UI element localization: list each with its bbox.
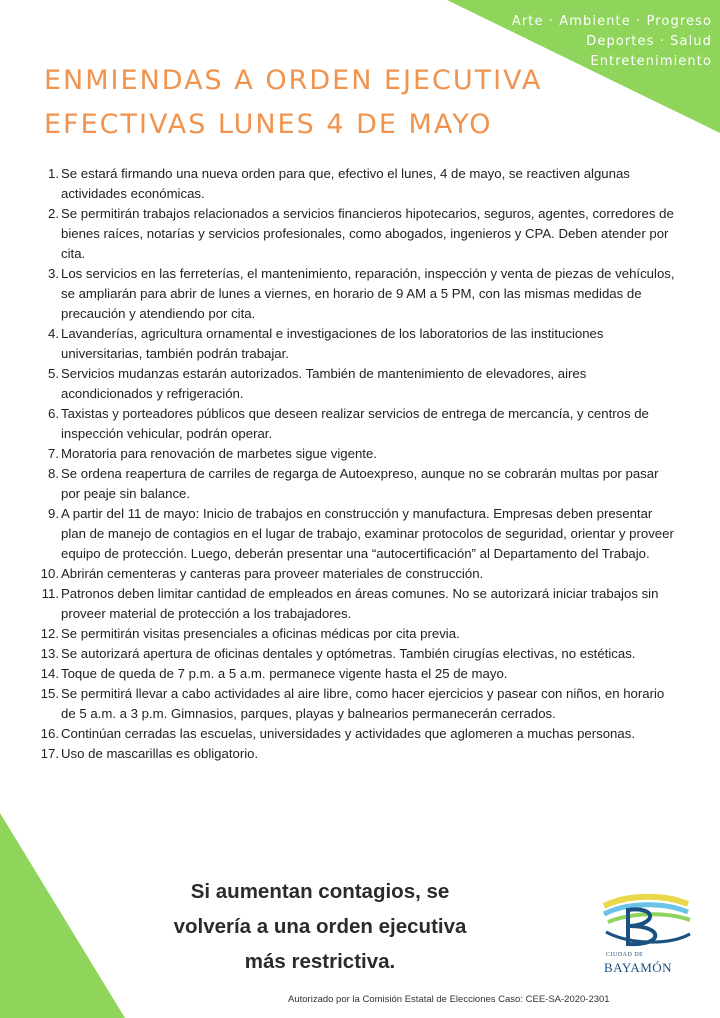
list-item-text: Se permitirán visitas presenciales a oficinas médicas por cita previa.	[61, 626, 460, 641]
list-item	[40, 324, 680, 364]
list-item-number: 4.	[48, 326, 59, 341]
closing-line-1: Si aumentan contagios, se	[190, 880, 450, 903]
list-item-number: 12.	[40, 626, 59, 641]
list-item-text: Se permitirá llevar a cabo actividades al aire libre, como hacer ejercicios y pasear con niños, en horario de 5 a.m. a 3 p.m. Gimnasios, parques, playas y balnearios permanecerán cerrados.	[61, 686, 665, 721]
list-item	[40, 464, 680, 504]
list-item	[40, 664, 680, 684]
title-line-2: EFECTIVAS LUNES 4 DE MAYO	[44, 109, 493, 140]
list-item	[40, 444, 680, 464]
bayamon-b-logo-icon	[598, 888, 694, 952]
amendments-list	[40, 164, 680, 764]
list-item	[40, 724, 680, 744]
list-item-number: 1.	[48, 166, 59, 181]
list-item	[40, 164, 680, 204]
list-item	[40, 364, 680, 404]
list-item	[40, 264, 680, 324]
list-item	[40, 684, 680, 724]
list-item-number: 11.	[41, 586, 59, 601]
list-item-number: 15.	[40, 686, 59, 701]
list-item-number: 13.	[40, 646, 59, 661]
list-item-number: 6.	[48, 406, 59, 421]
list-item-number: 3.	[48, 266, 59, 281]
list-item	[40, 204, 680, 264]
list-item-text: Se estará firmando una nueva orden para que, efectivo el lunes, 4 de mayo, se reactiven algunas actividades económicas.	[61, 166, 630, 201]
list-item	[40, 744, 680, 764]
closing-line-3: más restrictiva.	[244, 950, 396, 973]
list-item	[40, 624, 680, 644]
list-item	[40, 564, 680, 584]
logo-small-text: CIUDAD DE	[606, 952, 644, 958]
closing-line-2: volvería a una orden ejecutiva	[173, 915, 467, 938]
bottom-left-green-corner	[0, 813, 125, 1018]
list-item-text: Se permitirán trabajos relacionados a servicios financieros hipotecarios, seguros, agentes, corredores de bienes raíces, notarías y servicios profesionales, como abogados, ingenieros y CPA. Deben atender por cita.	[61, 206, 674, 261]
list-item-text: Se autorizará apertura de oficinas dentales y optómetras. También cirugías electivas, no estéticas.	[61, 646, 636, 661]
list-item-text: Lavanderías, agricultura ornamental e investigaciones de los laboratorios de las instituciones universitarias, también podrán trabajar.	[61, 326, 604, 361]
closing-statement	[120, 874, 520, 979]
list-item-number: 9.	[48, 506, 59, 521]
list-item-text: Patronos deben limitar cantidad de empleados en áreas comunes. No se autorizará iniciar trabajos sin proveer material de protección a los trabajadores.	[61, 586, 659, 621]
list-item-text: Continúan cerradas las escuelas, universidades y actividades que aglomeren a muchas personas.	[61, 726, 635, 741]
tagline-line-2: Deportes · Salud	[586, 34, 712, 49]
list-item-text: Taxistas y porteadores públicos que deseen realizar servicios de entrega de mercancía, y centros de inspección vehicular, podrán operar.	[61, 406, 649, 441]
list-item-text: Moratoria para renovación de marbetes sigue vigente.	[61, 446, 377, 461]
tagline-line-1: Arte · Ambiente · Progreso	[511, 14, 712, 29]
list-item-text: Toque de queda de 7 p.m. a 5 a.m. permanece vigente hasta el 25 de mayo.	[61, 666, 508, 681]
list-item-text: Se ordena reapertura de carriles de regarga de Autoexpreso, aunque no se cobrarán multas por pasar por peaje sin balance.	[61, 466, 659, 501]
list-item-text: A partir del 11 de mayo: Inicio de trabajos en construcción y manufactura. Empresas deben presentar plan de manejo de contagios en el lugar de trabajo, examinar protocolos de seguridad, orientar y proveer equipo de protección. Luego, deberán presentar una “autocertificación” al Departamento del Trabajo.	[61, 506, 674, 561]
footer-authorization: Autorizado por la Comisión Estatal de Elecciones Caso: CEE-SA-2020-2301	[288, 994, 610, 1005]
tagline-line-3: Entretenimiento	[590, 54, 712, 69]
list-item-number: 7.	[48, 446, 59, 461]
list-item-text: Abrirán cementeras y canteras para proveer materiales de construcción.	[61, 566, 484, 581]
list-item-text: Servicios mudanzas estarán autorizados. También de mantenimiento de elevadores, aires acondicionados y refrigeración.	[61, 366, 587, 401]
list-item-number: 10.	[40, 566, 59, 581]
list-item-number: 8.	[48, 466, 59, 481]
page-title	[44, 59, 542, 147]
list-item-number: 17.	[40, 746, 59, 761]
title-line-1: ENMIENDAS A ORDEN EJECUTIVA	[44, 65, 543, 96]
logo-name: BAYAMÓN	[604, 960, 673, 975]
list-item	[40, 584, 680, 624]
list-item-text: Uso de mascarillas es obligatorio.	[61, 746, 259, 761]
list-item-text: Los servicios en las ferreterías, el mantenimiento, reparación, inspección y venta de piezas de vehículos, se ampliarán para abrir de lunes a viernes, en horario de 9 AM a 5 PM, con las mismas medidas de precaución y atendiendo por cita.	[61, 266, 675, 321]
list-item-number: 16.	[40, 726, 59, 741]
list-item	[40, 504, 680, 564]
list-item-number: 5.	[48, 366, 59, 381]
list-item	[40, 404, 680, 444]
list-item-number: 14.	[40, 666, 59, 681]
list-item-number: 2.	[48, 206, 59, 221]
list-item	[40, 644, 680, 664]
bayamon-logo	[598, 888, 694, 988]
